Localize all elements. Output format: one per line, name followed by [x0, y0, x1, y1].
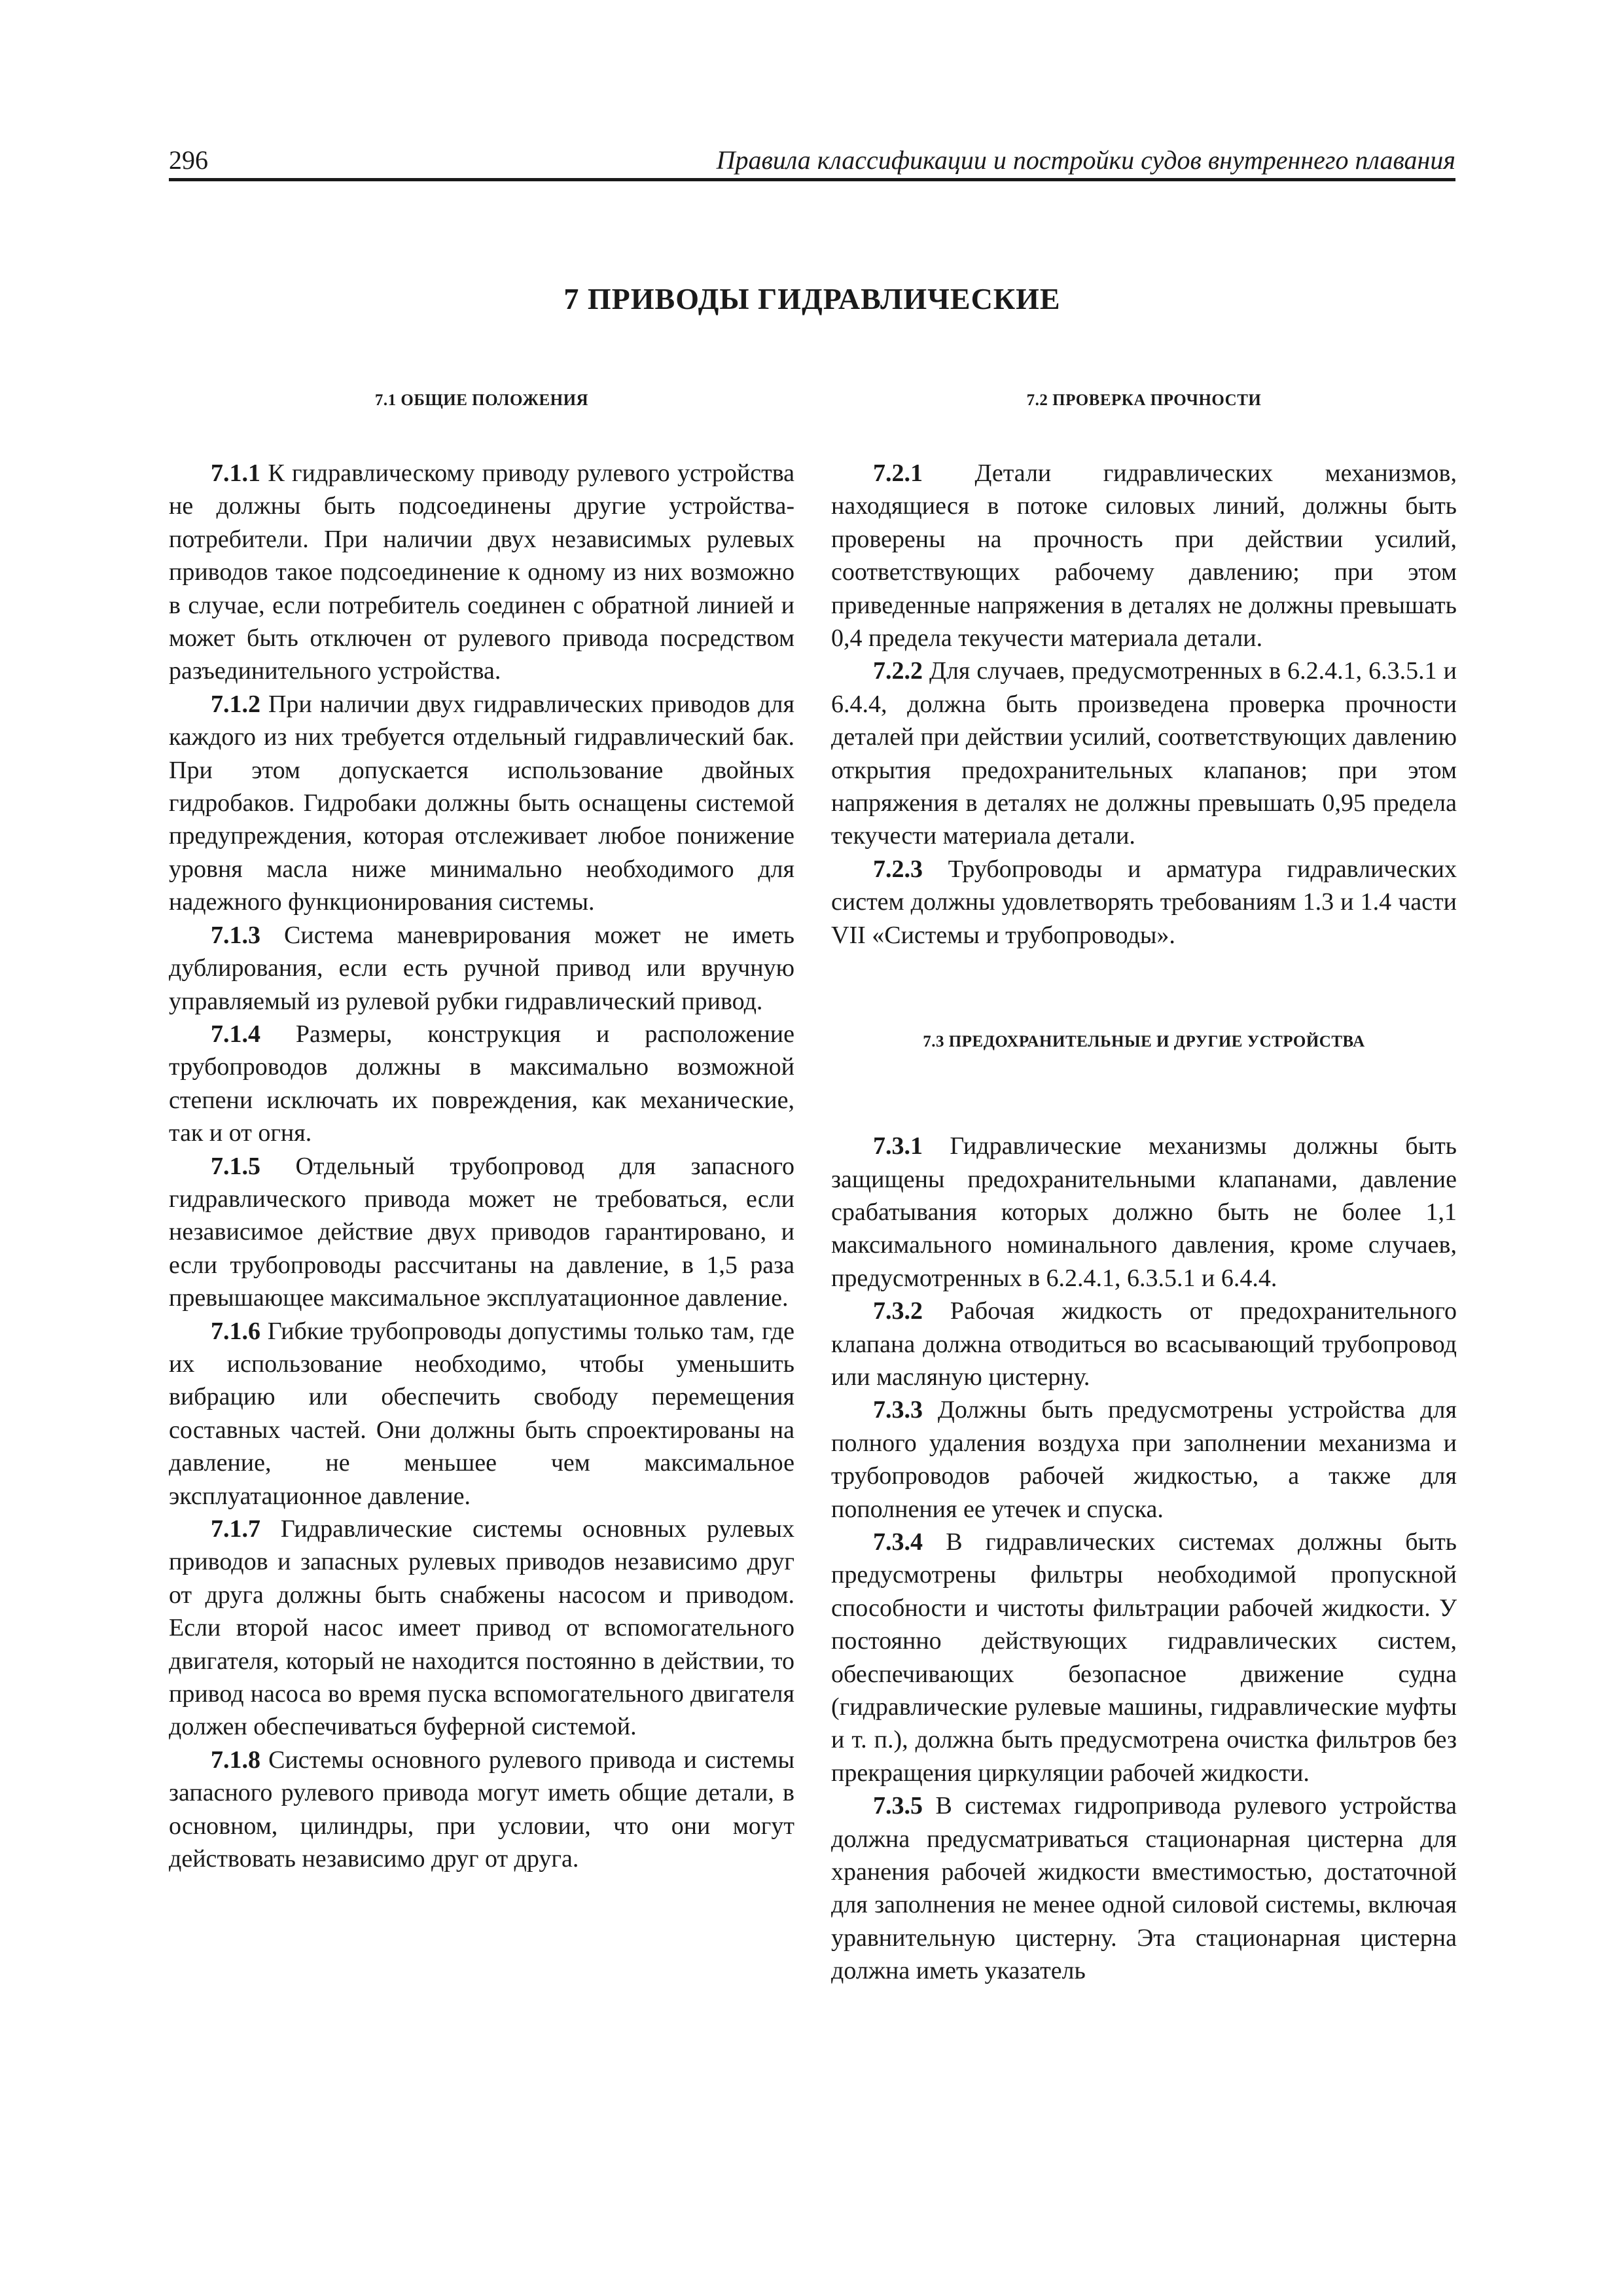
paragraph-number: 7.1.1	[211, 459, 260, 487]
paragraph-number: 7.1.8	[211, 1746, 260, 1774]
section-heading-7-2: 7.2 ПРОВЕРКА ПРОЧНОСТИ	[1026, 391, 1262, 409]
paragraph-number: 7.3.3	[873, 1396, 923, 1424]
paragraph-number: 7.2.1	[873, 459, 923, 487]
paragraph-7-1-3	[169, 919, 794, 1018]
paragraph-text: Гидравлические системы основных рулевых приводов и запасных рулевых приводов независимо друг от друга должны быть снабжены насосом и приводом. Если второй насос имеет привод от вспомогательного двигателя, который не находится постоянно в действии, то привод насоса во время пуска вспомогательного двигателя должен обеспечиваться буферной системой.	[169, 1515, 794, 1741]
paragraph-7-1-8	[169, 1744, 794, 1876]
section-heading-7-3: 7.3 ПРЕДОХРАНИТЕЛЬНЫЕ И ДРУГИЕ УСТРОЙСТВА	[923, 1033, 1365, 1051]
paragraph-7-1-1	[169, 457, 794, 688]
running-title: Правила классификации и постройки судов внутреннего плавания	[716, 145, 1455, 175]
paragraph-text: Для случаев, предусмотренных в 6.2.4.1, 6.3.5.1 и 6.4.4, должна быть произведена проверка прочности деталей при действии усилий, соответствующих давлению открытия предохранительных клапанов; при этом напряжения в деталях не должны превышать 0,95 предела текучести материала детали.	[831, 657, 1457, 850]
paragraph-number: 7.1.2	[211, 690, 260, 718]
paragraph-number: 7.3.5	[873, 1792, 923, 1820]
paragraph-text: Гидравлические механизмы должны быть защищены предохранительными клапанами, давление срабатывания которых должно быть не более 1,1 максимального номинального давления, кроме случаев, предусмотренных в 6.2.4.1, 6.3.5.1 и 6.4.4.	[831, 1132, 1457, 1292]
paragraph-number: 7.3.4	[873, 1528, 923, 1556]
paragraph-number: 7.1.4	[211, 1020, 260, 1048]
paragraph-7-3-5	[831, 1789, 1457, 1987]
paragraph-number: 7.3.1	[873, 1132, 923, 1160]
paragraph-7-3-1	[831, 1130, 1457, 1295]
page-number: 296	[169, 145, 208, 175]
paragraph-7-1-5	[169, 1150, 794, 1315]
paragraph-7-1-7	[169, 1513, 794, 1744]
paragraph-text: Рабочая жидкость от предохранительного клапана должна отводиться во всасывающий трубопровод или масляную цистерну.	[831, 1297, 1457, 1391]
chapter-title: 7 ПРИВОДЫ ГИДРАВЛИЧЕСКИЕ	[563, 282, 1061, 315]
paragraph-text: Отдельный трубопровод для запасного гидравлического привода может не требоваться, если независимое действие двух приводов гарантировано, и если трубопроводы рассчитаны на давление, в 1,5 раза превышающее максимальное эксплуатационное давление.	[169, 1152, 795, 1312]
paragraph-text: Система маневрирования может не иметь дублирования, если есть ручной привод или вручную управляемый из рулевой рубки гидравлический привод.	[169, 921, 795, 1015]
paragraph-text: Детали гидравлических механизмов, находящиеся в потоке силовых линий, должны быть проверены на прочность при действии усилий, соответствующих рабочему давлению; при этом приведенные напряжения в деталях не должны превышать 0,4 предела текучести материала детали.	[831, 459, 1457, 653]
paragraph-text: К гидравлическому приводу рулевого устройства не должны быть подсоединены другие устройства-потребители. При наличии двух независимых рулевых приводов такое подсоединение к одному из них возможно в случае, если потребитель соединен с обратной линией и может быть отключен от рулевого привода посредством разъединительного устройства.	[169, 459, 795, 685]
paragraph-text: В гидравлических системах должны быть предусмотрены фильтры необходимой пропускной способности и чистоты фильтрации рабочей жидкости. У постоянно действующих гидравлических систем, обеспечивающих безопасное движение судна (гидравлические рулевые машины, гидравлические муфты и т. п.), должна быть предусмотрена очистка фильтров без прекращения циркуляции рабочей жидкости.	[831, 1528, 1457, 1787]
paragraph-7-3-2	[831, 1295, 1457, 1393]
paragraph-7-2-2	[831, 655, 1457, 852]
paragraph-7-1-2	[169, 688, 794, 919]
paragraph-text: Трубопроводы и арматура гидравлических систем должны удовлетворять требованиям 1.3 и 1.4 части VII «Системы и трубопроводы».	[831, 855, 1457, 949]
paragraph-number: 7.1.5	[211, 1152, 260, 1180]
paragraph-text: Размеры, конструкция и расположение трубопроводов должны в максимально возможной степени исключать их повреждения, как механические, так и от огня.	[169, 1020, 795, 1147]
section-heading-7-1: 7.1 ОБЩИЕ ПОЛОЖЕНИЯ	[374, 391, 589, 409]
paragraph-number: 7.1.6	[211, 1317, 260, 1345]
paragraph-number: 7.1.7	[211, 1515, 260, 1543]
paragraph-number: 7.1.3	[211, 921, 260, 949]
paragraph-7-2-1	[831, 457, 1457, 655]
paragraph-number: 7.2.2	[873, 657, 923, 685]
page-header	[169, 143, 1455, 181]
paragraph-7-1-6	[169, 1315, 794, 1513]
paragraph-7-3-3	[831, 1393, 1457, 1526]
right-column	[831, 391, 1457, 1988]
left-column	[169, 391, 794, 1875]
paragraph-7-3-4	[831, 1526, 1457, 1789]
paragraph-number: 7.2.3	[873, 855, 923, 883]
paragraph-7-2-3	[831, 853, 1457, 952]
paragraph-text: При наличии двух гидравлических приводов для каждого из них требуется отдельный гидравлический бак. При этом допускается использование двойных гидробаков. Гидробаки должны быть оснащены системой предупреждения, которая отслеживает любое понижение уровня масла ниже минимально необходимого для надежного функционирования системы.	[169, 690, 795, 916]
paragraph-text: Системы основного рулевого привода и системы запасного рулевого привода могут иметь общие детали, в основном, цилиндры, при условии, что они могут действовать независимо друг от друга.	[169, 1746, 795, 1873]
paragraph-text: Должны быть предусмотрены устройства для полного удаления воздуха при заполнении механизма и трубопроводов рабочей жидкостью, а также для пополнения ее утечек и спуска.	[831, 1396, 1457, 1523]
paragraph-text: Гибкие трубопроводы допустимы только там, где их использование необходимо, чтобы уменьшить вибрацию или обеспечить свободу перемещения составных частей. Они должны быть спроектированы на давление, не меньшее чем максимальное эксплуатационное давление.	[169, 1317, 794, 1510]
paragraph-text: В системах гидропривода рулевого устройства должна предусматриваться стационарная цистерна для хранения рабочей жидкости вместимостью, достаточной для заполнения не менее одной силовой системы, включая уравнительную цистерну. Эта стационарная цистерна должна иметь указатель	[831, 1792, 1457, 1985]
paragraph-7-1-4	[169, 1018, 794, 1150]
paragraph-number: 7.3.2	[873, 1297, 923, 1325]
